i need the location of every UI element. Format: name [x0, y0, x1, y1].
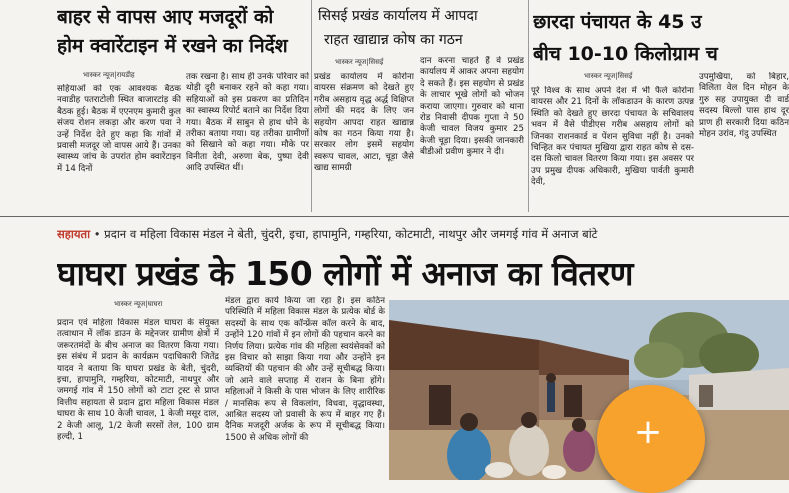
main-column-2: मंडल द्वारा कार्य किया जा रहा है। इस कठिन परिस्थिति में महिला विकास मंडल के प्रत्येक बोर्ड के सदस्यों के साथ एक कॉन्फ्रेंस कॉल करने के बाद, उन्होंने 120 गांवों में इन लोगों की पहचान करने का निर्णय लिया। प्रत्येक गांव की महिला स्वयंसेवकों को इस विचार को साझा किया गया और उन्होंने इन व्यक्तियों की पहचान की और उन्हें सूचीबद्ध किया। जो आने वाले सप्ताह में राशन के बिना होंगे। महिलाओं ने किसी के पास भोजन के लिए शारीरिक / मानसिक रूप से विकलांग, विधवा, वृद्धावस्था, आश्रित सदस्य जो प्रवासी के रूप में बाहर गए हैं। दैनिक मजदूरी अर्जक के रूप में सूचीबद्ध किया। 1500 से अधिक लोगों की — [225, 296, 385, 443]
top-mid-column-2: दान करना चाहते हैं वे प्रखंड कार्यालय में आकर अपना सहयोग दे सकते हैं। इस सहयोग से प्रखंड के लाचार भूखे लोगों को भोजन कराया जाएगा। गुरुवार को थाना रोड निवासी दीपक गुप्ता ने 50 केजी चावल विजय कुमार 25 केजी चूड़ा दिया। इसकी जानकारी बीडीओ प्रवीण कुमार ने दी। — [420, 56, 524, 158]
strip-bullet: • — [93, 227, 101, 241]
village-distribution-photo — [389, 300, 789, 480]
top-mid-headline-line2: राहत खाद्यान्न कोष का गठन — [324, 32, 463, 48]
strip-text: प्रदान व महिला विकास मंडल ने बेती, चुंदरी, इचा, हापामुनि, गम्हरिया, कोटमाटी, नाथपुर और जमगई गांव में अनाज बांटे — [104, 227, 598, 241]
top-right-column-1: पूरे विश्व के साथ अपने देश में भी फैले कोरोना वायरस और 21 दिनों के लॉकडाउन के कारण उत्पन्न स्थिति को देखते हुए छारदा पंचायत के सचिवालय भवन में वैसे पीडीएस गरीब असहाय लोगों को जिनका राशनकार्ड व पेंशन सुविधा नहीं है। उनको चिन्हित कर पंचायत मुखिया द्वारा राहत कोष से दस-दस किलो चावल वितरण किया गया। इस अवसर पर उप प्रमुख दीपक अधिकारी, मुखिया पार्वती कुमारी देवी, — [531, 86, 694, 188]
top-mid-headline-line1: सिसई प्रखंड कार्यालय में आपदा — [318, 8, 478, 24]
top-left-dateline: भास्कर न्यूज|रायडीह — [83, 71, 135, 79]
top-left-column-1: सहियाओं को एक आवश्यक बैठक नवाडीह पतराटोली स्थित बाजारटांड़ की बैठक हुई। बैठक में एएनएम कुमारी कुल संजय रोशन लकड़ा और करण पवा ने उन्हें निर्देश देते हुए कहा कि गांवों में प्रवासी मजदूर जो वापस आये हैं। उनका स्वास्थ्य जांच के उपरांत होम क्वारेंटाइन में 14 दिनों — [57, 84, 181, 174]
top-left-headline-line2: होम क्वारेंटाइन में रखने का निर्देश — [57, 35, 288, 57]
add-button[interactable] — [597, 385, 705, 493]
main-dateline: भास्कर न्यूज|घाघरा — [114, 300, 163, 308]
plus-icon: + — [633, 412, 663, 452]
top-right-column-2: उपमुखिया, को बिहार, विलिता वेल दिन मोहन के गुरु सह उपायुक्त दी वार्ड सदस्य बिल्लो पास हाथ दूर प्राण ही सरकारी दिया कठिन मोहन उरांव, गंदु उपस्थित — [699, 72, 789, 140]
topic-strip — [57, 224, 789, 244]
top-left-headline-line1: बाहर से वापस आए मजदूरों को — [57, 6, 274, 28]
top-mid-column-1: प्रखंड कार्यालय में कोरोना वायरस संक्रमण को देखते हुए गरीब असहाय वृद्ध अर्द्ध विक्षिप्त लोगों की मदद के लिए जन सहयोग आपदा राहत खाद्यान्न कोष का गठन किया गया है। सरकार लोग इसमें सहयोग स्वरूप चावल, आटा, चूड़ा जैसे खाद्य सामग्री — [314, 72, 414, 174]
top-mid-dateline: भास्कर न्यूज|सिसई — [335, 58, 384, 66]
top-left-column-2: तक रखना है। साथ ही उनके परिवार को थोड़ी दूरी बनाकर रहने को कहा गया। सहियाओं को इस प्रकरण का प्रतिदिन का स्वास्थ्य रिपोर्ट बताने का निर्देश दिया गया। बैठक में साबुन से हाथ धोने के तरीका बताया गया। यह तरीका ग्रामीणों को सिखाने को कहा गया। मौके पर विनीता देवी, अरुणा बेक, पुष्पा देवी आदि उपस्थित थीं। — [186, 72, 309, 174]
top-right-headline-line1: छारदा पंचायत के 45 उ — [533, 11, 702, 33]
column-divider — [311, 0, 312, 212]
main-column-1: प्रदान एवं महिला विकास मंडल घाघरा के संयुक्त तत्वाधान में लॉक डाउन के मद्देनजर ग्रामीण क्षेत्रों में जरूरतमंदों के बीच अनाज का वितरण किया गया। इस संबंध में प्रदान के कार्यक्रम पदाधिकारी जितेंद्र यादव ने बताया कि घाघरा प्रखंड के बेती, चुंदरी, इचा, हापामुनि, गम्हरिया, कोटमाटी, नाथपुर और जमगई गांव में 150 लोगों को टाटा ट्रस्ट से प्राप्त वित्तीय सहायता से प्रदान द्वारा महिला विकास मंडल घाघरा के साथ 10 केजी चावल, 1 केजी मसूर दाल, 2 केजी आलू, 1/2 केजी सरसों तेल, 100 ग्राम हल्दी, 1 — [57, 318, 219, 443]
main-headline: घाघरा प्रखंड के 150 लोगों में अनाज का वितरण — [57, 254, 633, 293]
column-divider — [528, 0, 529, 212]
photo-scene — [389, 300, 789, 480]
strip-label: सहायता — [57, 227, 91, 241]
top-right-headline-line2: बीच 10-10 किलोग्राम च — [533, 43, 718, 65]
section-divider — [0, 216, 789, 217]
top-right-dateline: भास्कर न्यूज|सिसई — [584, 72, 633, 80]
